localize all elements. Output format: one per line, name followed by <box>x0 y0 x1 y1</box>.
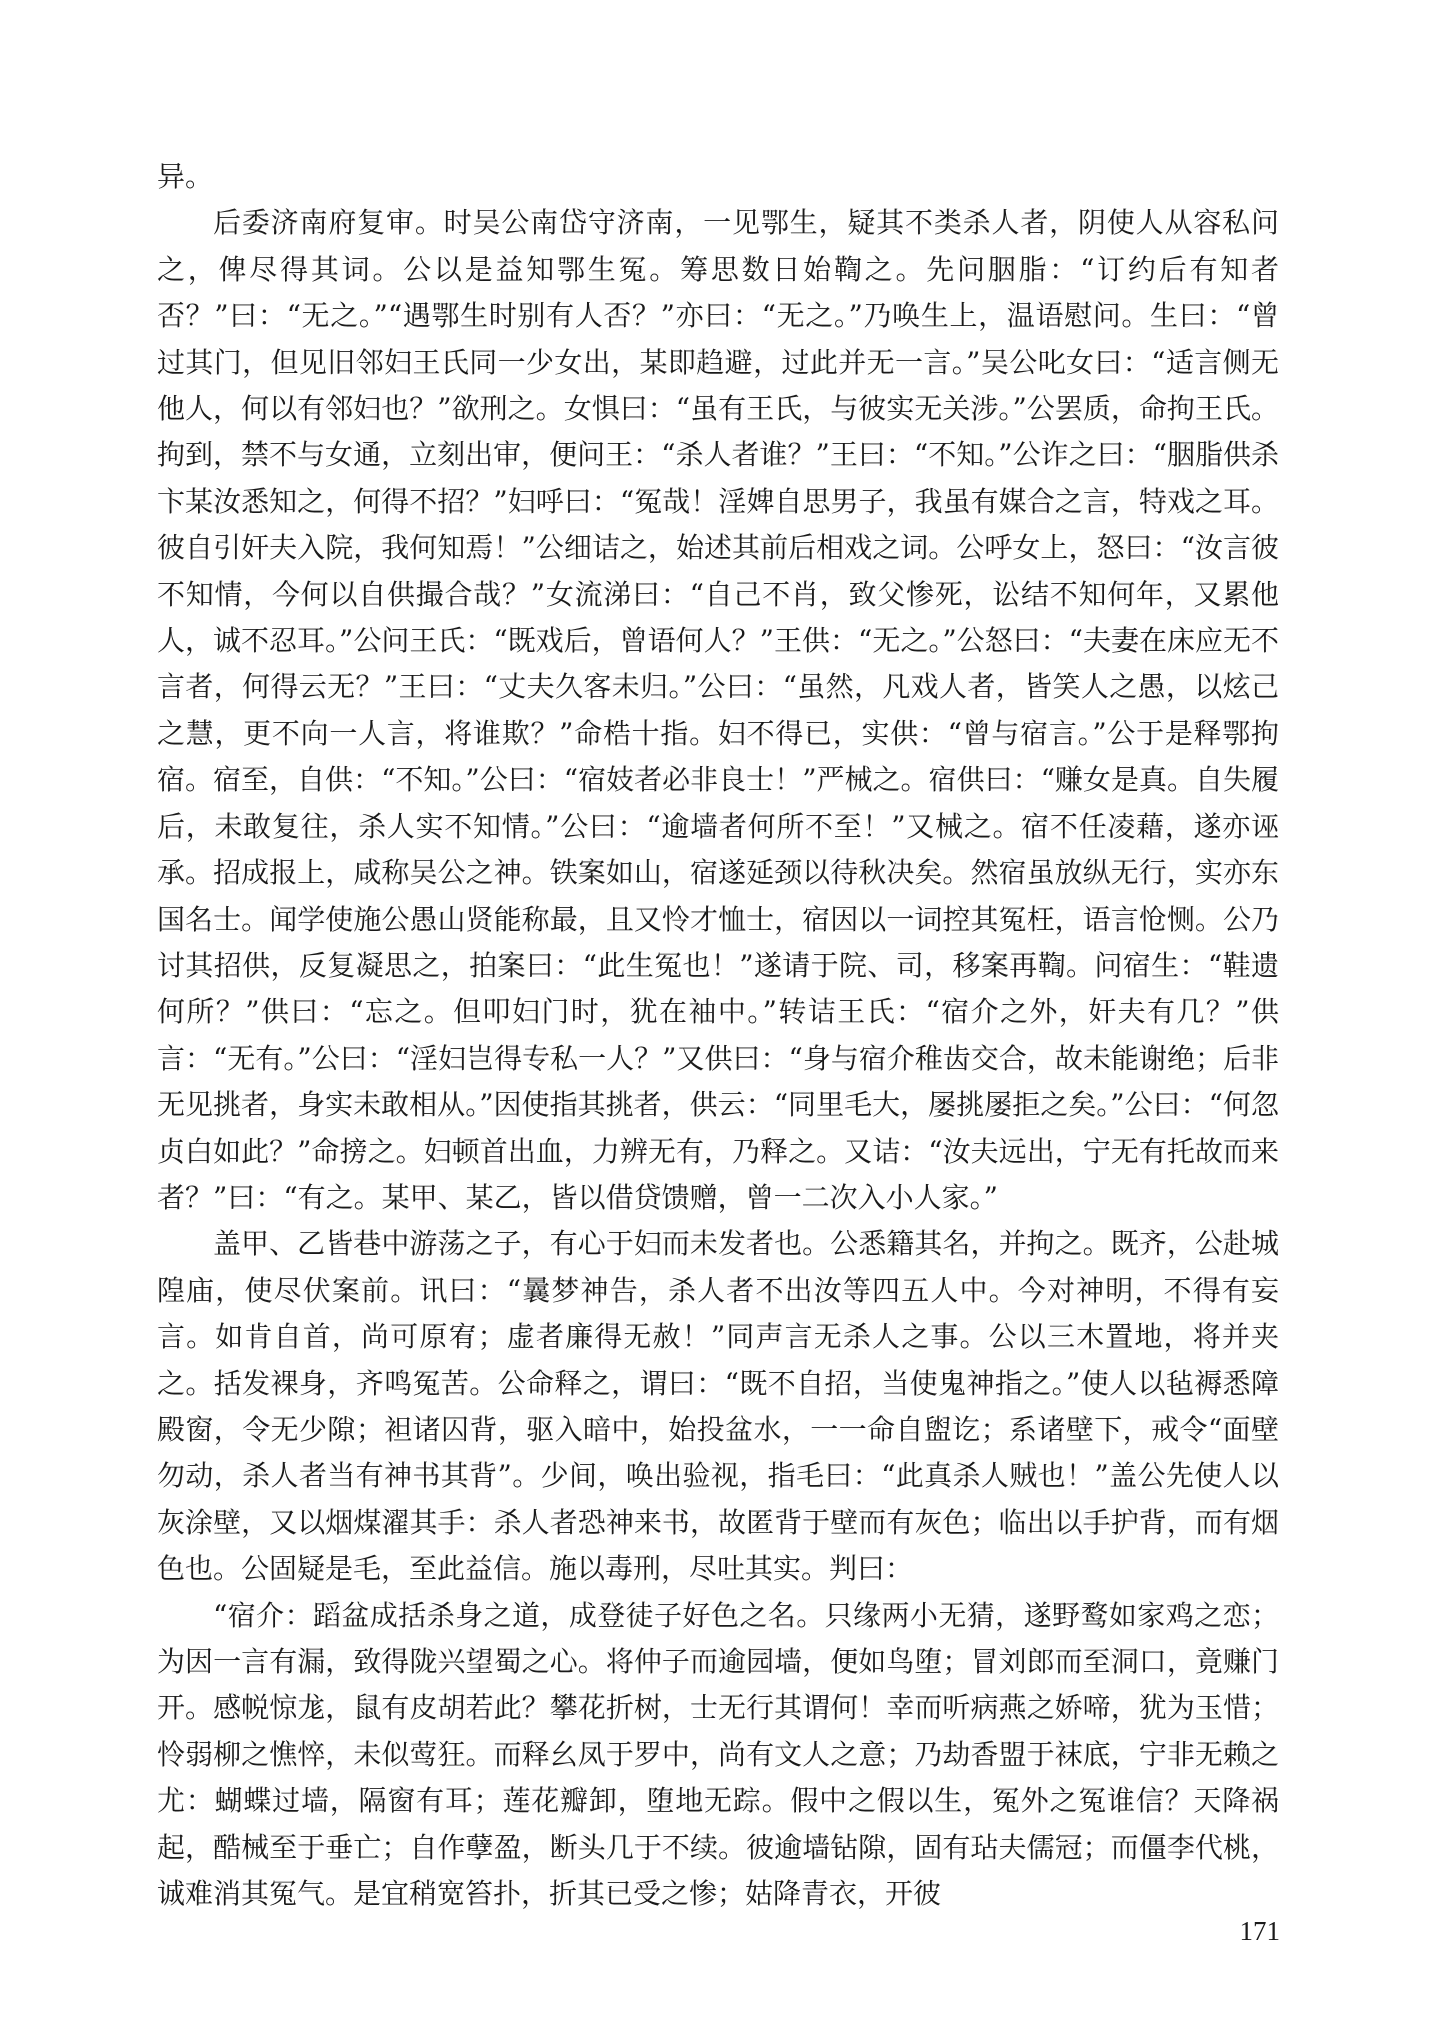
paragraph-retrial-jinan: 后委济南府复审。时吴公南岱守济南，一见鄂生，疑其不类杀人者，阴使人从容私问之，俾尽得其词。公以是益知鄂生冤。筹思数日始鞫之。先问胭脂：“订约后有知者否？”曰：“无之。”“遇鄂生时别有人否？”亦曰：“无之。”乃唤生上，温语慰问。生曰：“曾过其门，但见旧邻妇王氏同一少女出，某即趋避，过此并无一言。”吴公叱女曰：“适言侧无他人，何以有邻妇也？”欲刑之。女惧曰：“虽有王氏，与彼实无关涉。”公罢质，命拘王氏。拘到，禁不与女通，立刻出审，便问王：“杀人者谁？”王曰：“不知。”公诈之曰：“胭脂供杀卞某汝悉知之，何得不招？”妇呼曰：“冤哉！淫婢自思男子，我虽有媒合之言，特戏之耳。彼自引奸夫入院，我何知焉！”公细诘之，始述其前后相戏之词。公呼女上，怒曰：“汝言彼不知情，今何以自供撮合哉？”女流涕曰：“自己不肖，致父惨死，讼结不知何年，又累他人，诚不忍耳。”公问王氏：“既戏后，曾语何人？”王供：“无之。”公怒曰：“夫妻在床应无不言者，何得云无？”王曰：“丈夫久客未归。”公曰：“虽然，凡戏人者，皆笑人之愚，以炫己之慧，更不向一人言，将谁欺？”命梏十指。妇不得已，实供：“曾与宿言。”公于是释鄂拘宿。宿至，自供：“不知。”公曰：“宿妓者必非良士！”严械之。宿供曰：“赚女是真。自失履后，未敢复往，杀人实不知情。”公曰：“逾墙者何所不至！”又械之。宿不任凌藉，遂亦诬承。招成报上，咸称吴公之神。铁案如山，宿遂延颈以待秋决矣。然宿虽放纵无行，实亦东国名士。闻学使施公愚山贤能称最，且又怜才恤士，宿因以一词控其冤枉，语言怆恻。公乃讨其招供，反复凝思之，拍案曰：“此生冤也！”遂请于院、司，移案再鞫。问宿生：“鞋遗何所？”供曰：“忘之。但叩妇门时，犹在袖中。”转诘王氏：“宿介之外，奸夫有几？”供言：“无有。”公曰：“淫妇岂得专私一人？”又供曰：“身与宿介稚齿交合，故未能谢绝；后非无见挑者，身实未敢相从。”因使指其挑者，供云：“同里毛大，屡挑屡拒之矣。”公曰：“何忽贞白如此？”命搒之。妇顿首出血，力辨无有，乃释之。又诘：“汝夫远出，宁无有托故而来者？”曰：“有之。某甲、某乙，皆以借贷馈赠，曾一二次入小人家。” <box>157 206 1279 1214</box>
paragraph-verdict: “宿介：蹈盆成括杀身之道，成登徒子好色之名。只缘两小无猜，遂野鹜如家鸡之恋；为因一言有漏，致得陇兴望蜀之心。将仲子而逾园墙，便如鸟堕；冒刘郎而至洞口，竟赚门开。感帨惊尨，鼠有皮胡若此？攀花折树，士无行其谓何！幸而听病燕之娇啼，犹为玉惜；怜弱柳之憔悴，未似莺狂。而释幺凤于罗中，尚有文人之意；乃劫香盟于袜底，宁非无赖之尤：蝴蝶过墙，隔窗有耳；莲花瓣卸，堕地无踪。假中之假以生，冤外之冤谁信？天降祸起，酷械至于垂亡；自作孽盈，断头几于不续。彼逾墙钻隙，固有玷夫儒冠；而僵李代桃，诚难消其冤气。是宜稍宽笞扑，折其已受之惨；姑降青衣，开彼 <box>157 1598 1279 1911</box>
page-number: 171 <box>1239 1916 1280 1946</box>
paragraph-city-god-temple: 盖甲、乙皆巷中游荡之子，有心于妇而未发者也。公悉籍其名，并拘之。既齐，公赴城隍庙，使尽伏案前。讯曰：“曩梦神告，杀人者不出汝等四五人中。今对神明，不得有妄言。如肯自首，尚可原宥；虚者廉得无赦！”同声言无杀人之事。公以三木置地，将并夹之。括发裸身，齐鸣冤苦。公命释之，谓曰：“既不自招，当使鬼神指之。”使人以毡褥悉障殿窗，令无少隙；袒诸囚背，驱入暗中，始投盆水，一一命自盥讫；系诸壁下，戒令“面壁勿动，杀人者当有神书其背”。少间，唤出验视，指毛曰：“此真杀人贼也！”盖公先使人以灰涂壁，又以烟煤濯其手：杀人者恐神来书，故匿背于壁而有灰色；临出以手护背，而有烟色也。公固疑是毛，至此益信。施以毒刑，尽吐其实。判曰： <box>157 1227 1279 1586</box>
paragraph-fragment: 异。 <box>157 160 214 193</box>
body-text <box>157 154 1279 1917</box>
